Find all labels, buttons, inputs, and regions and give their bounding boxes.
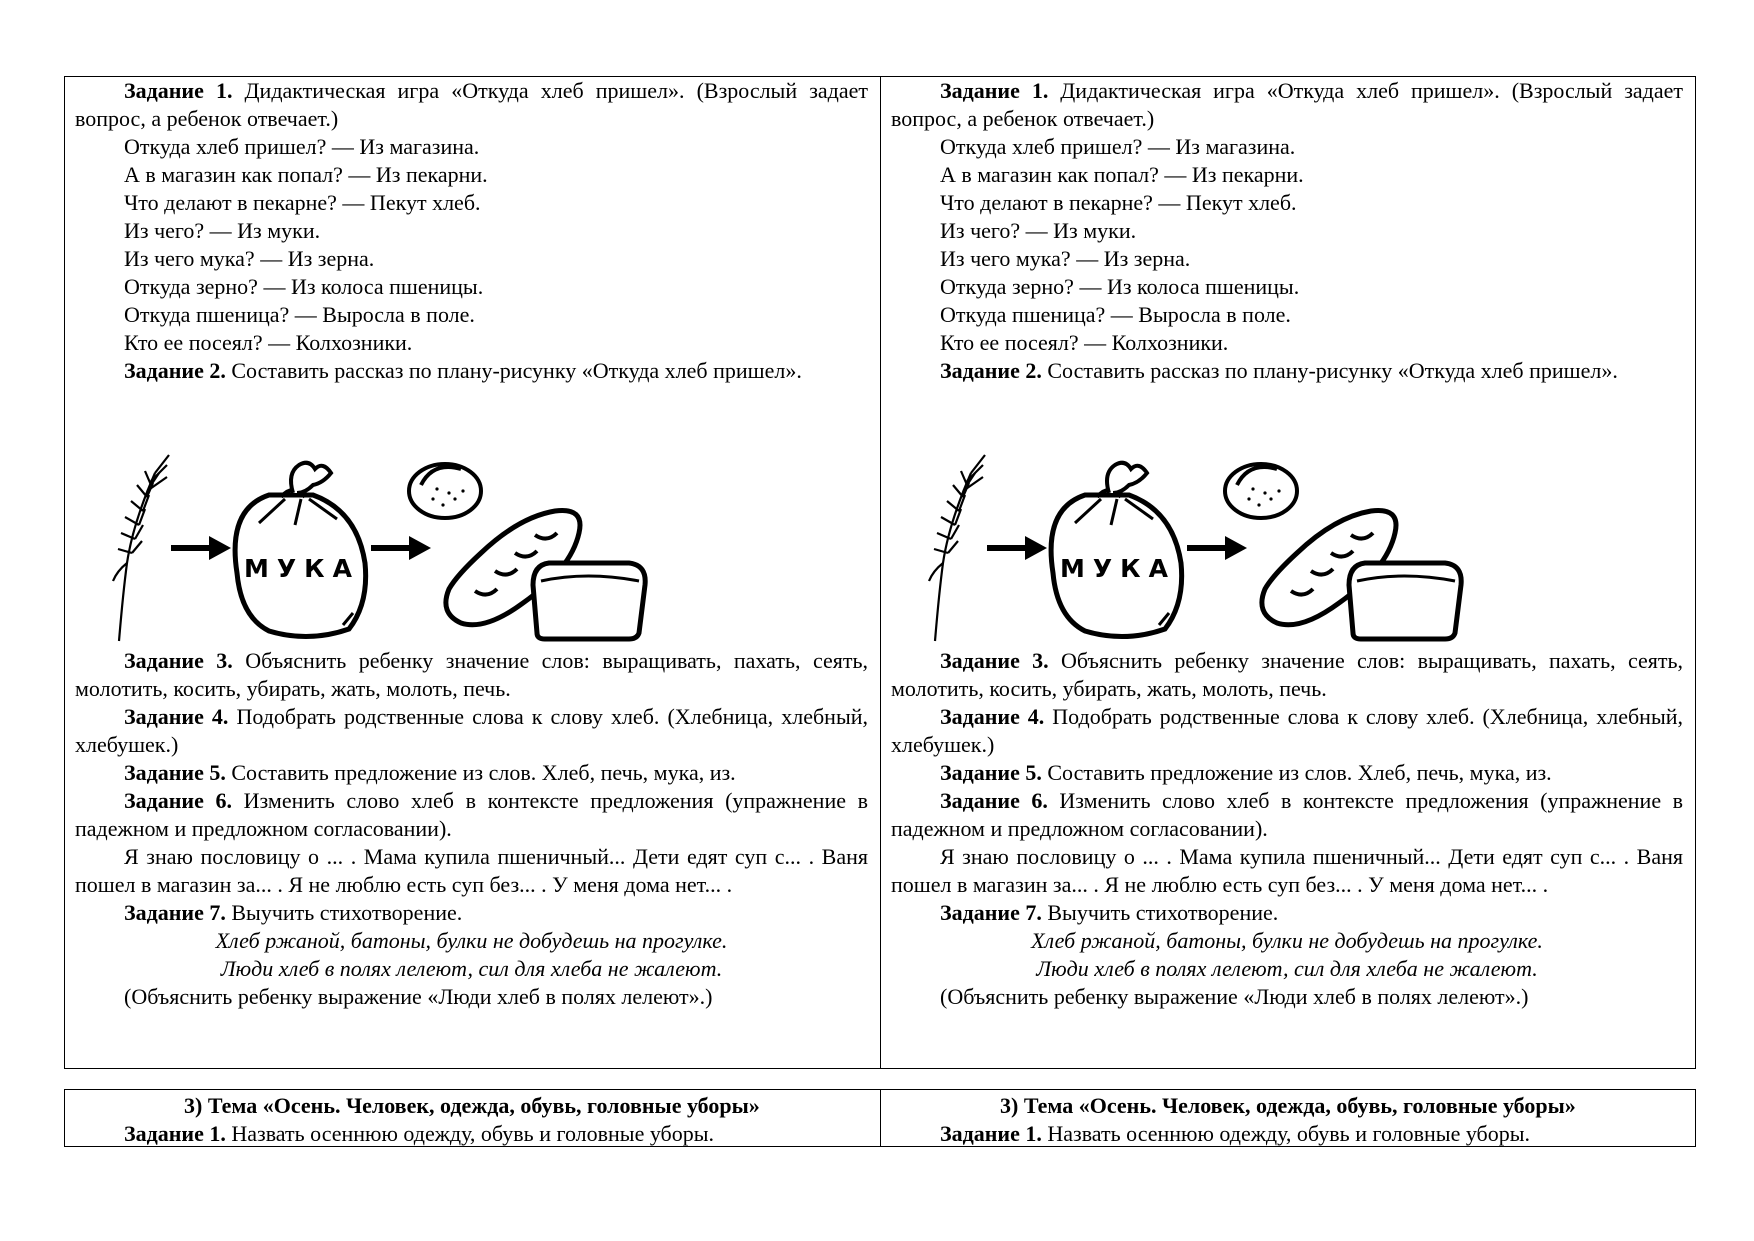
task-5: Задание 5. Составить предложение из слов. Хлеб, печь, мука, из. [124,760,736,785]
dialog-line: Откуда зерно? — Из колоса пшеницы. [124,274,484,299]
task-6-example: Я знаю пословицу о ... . Мама купила пшеничный... Дети едят суп с... . Ваня пошел в магазин за... . Я не люблю есть суп без... . У меня дома нет... . [891,844,1683,897]
worksheet-table [64,76,1696,1069]
bread-origin-picture [925,453,1525,645]
poem-line: Хлеб ржаной, батоны, булки не добудешь на прогулке. [215,928,728,953]
dialog-line: Кто ее посеял? — Колхозники. [124,330,413,355]
top-text-block [75,77,868,385]
right-column [880,77,1695,1068]
flour-bag-icon [235,463,366,637]
wheat-ear-icon [113,455,169,641]
task-1: Задание 1. Дидактическая игра «Откуда хлеб пришел». (Взрослый задает вопрос, а ребенок отвечает.) [891,78,1683,131]
task-7-note: (Объяснить ребенку выражение «Люди хлеб в полях лелеют».) [124,984,713,1009]
wheat-ear-icon [929,455,985,641]
arrow-right-icon [171,536,231,560]
task-3: Задание 3. Объяснить ребенку значение слов: выращивать, пахать, сеять, молотить, косить, убирать, жать, молоть, печь. [75,648,869,701]
arrow-right-icon [1187,536,1247,560]
task-6: Задание 6. Изменить слово хлеб в контексте предложения (упражнение в падежном и предложном согласовании). [891,788,1683,841]
bottom-text-block [75,647,868,1011]
bottom-text-block [891,647,1683,1011]
bun-icon [1225,464,1297,518]
task-6: Задание 6. Изменить слово хлеб в контексте предложения (упражнение в падежном и предложном согласовании). [75,788,869,841]
bread-loaf-icon [1349,563,1461,639]
section-3-table [64,1089,1696,1147]
dialog-line: Кто ее посеял? — Колхозники. [940,330,1229,355]
task-4: Задание 4. Подобрать родственные слова к слову хлеб. (Хлебница, хлебный, хлебушек.) [75,704,868,757]
task-2: Задание 2. Составить рассказ по плану-рисунку «Откуда хлеб пришел». [940,358,1618,383]
poem-line: Хлеб ржаной, батоны, булки не добудешь на прогулке. [1031,928,1543,953]
dialog-line: Откуда хлеб пришел? — Из магазина. [940,134,1296,159]
section-3-block [75,1092,868,1148]
section-3-task-1: Задание 1. Назвать осеннюю одежду, обувь и головные уборы. [124,1121,715,1146]
dialog-line: Откуда пшеница? — Выросла в поле. [940,302,1291,327]
bun-icon [409,464,481,518]
left-column [65,1090,880,1146]
task-6-example: Я знаю пословицу о ... . Мама купила пшеничный... Дети едят суп с... . Ваня пошел в магазин за... . Я не люблю есть суп без... . У меня дома нет... . [75,844,868,897]
left-column [65,77,880,1068]
dialog-line: Откуда хлеб пришел? — Из магазина. [124,134,480,159]
section-3-title: 3) Тема «Осень. Человек, одежда, обувь, головные уборы» [184,1093,760,1118]
task-4: Задание 4. Подобрать родственные слова к слову хлеб. (Хлебница, хлебный, хлебушек.) [891,704,1684,757]
dialog-line: Из чего мука? — Из зерна. [940,246,1191,271]
task-2: Задание 2. Составить рассказ по плану-рисунку «Откуда хлеб пришел». [124,358,802,383]
task-7: Задание 7. Выучить стихотворение. [940,900,1279,925]
section-3-title: 3) Тема «Осень. Человек, одежда, обувь, головные уборы» [1000,1093,1576,1118]
poem-line: Люди хлеб в полях лелеют, сил для хлеба не жалеют. [220,956,723,981]
dialog-line: Из чего мука? — Из зерна. [124,246,375,271]
flour-bag-icon [1051,463,1182,637]
arrow-right-icon [987,536,1047,560]
top-text-block [891,77,1683,385]
dialog-line: А в магазин как попал? — Из пекарни. [940,162,1304,187]
task-7-note: (Объяснить ребенку выражение «Люди хлеб в полях лелеют».) [940,984,1529,1009]
dialog-line: Что делают в пекарне? — Пекут хлеб. [940,190,1297,215]
task-5: Задание 5. Составить предложение из слов. Хлеб, печь, мука, из. [940,760,1552,785]
dialog-line: А в магазин как попал? — Из пекарни. [124,162,488,187]
dialog-line: Откуда зерно? — Из колоса пшеницы. [940,274,1300,299]
task-3: Задание 3. Объяснить ребенку значение слов: выращивать, пахать, сеять, молотить, косить, убирать, жать, молоть, печь. [891,648,1684,701]
right-column [880,1090,1695,1146]
task-7: Задание 7. Выучить стихотворение. [124,900,463,925]
flour-bag-label: МУКА [244,554,360,583]
section-3-block [891,1092,1683,1148]
task-1: Задание 1. Дидактическая игра «Откуда хлеб пришел». (Взрослый задает вопрос, а ребенок отвечает.) [75,78,868,131]
flour-bag-label: МУКА [1060,554,1176,583]
arrow-right-icon [371,536,431,560]
bread-origin-picture [109,453,709,645]
poem-line: Люди хлеб в полях лелеют, сил для хлеба не жалеют. [1036,956,1538,981]
dialog-line: Что делают в пекарне? — Пекут хлеб. [124,190,481,215]
section-3-task-1: Задание 1. Назвать осеннюю одежду, обувь и головные уборы. [940,1121,1531,1146]
dialog-line: Откуда пшеница? — Выросла в поле. [124,302,475,327]
dialog-line: Из чего? — Из муки. [124,218,321,243]
dialog-line: Из чего? — Из муки. [940,218,1137,243]
bread-loaf-icon [533,563,645,639]
